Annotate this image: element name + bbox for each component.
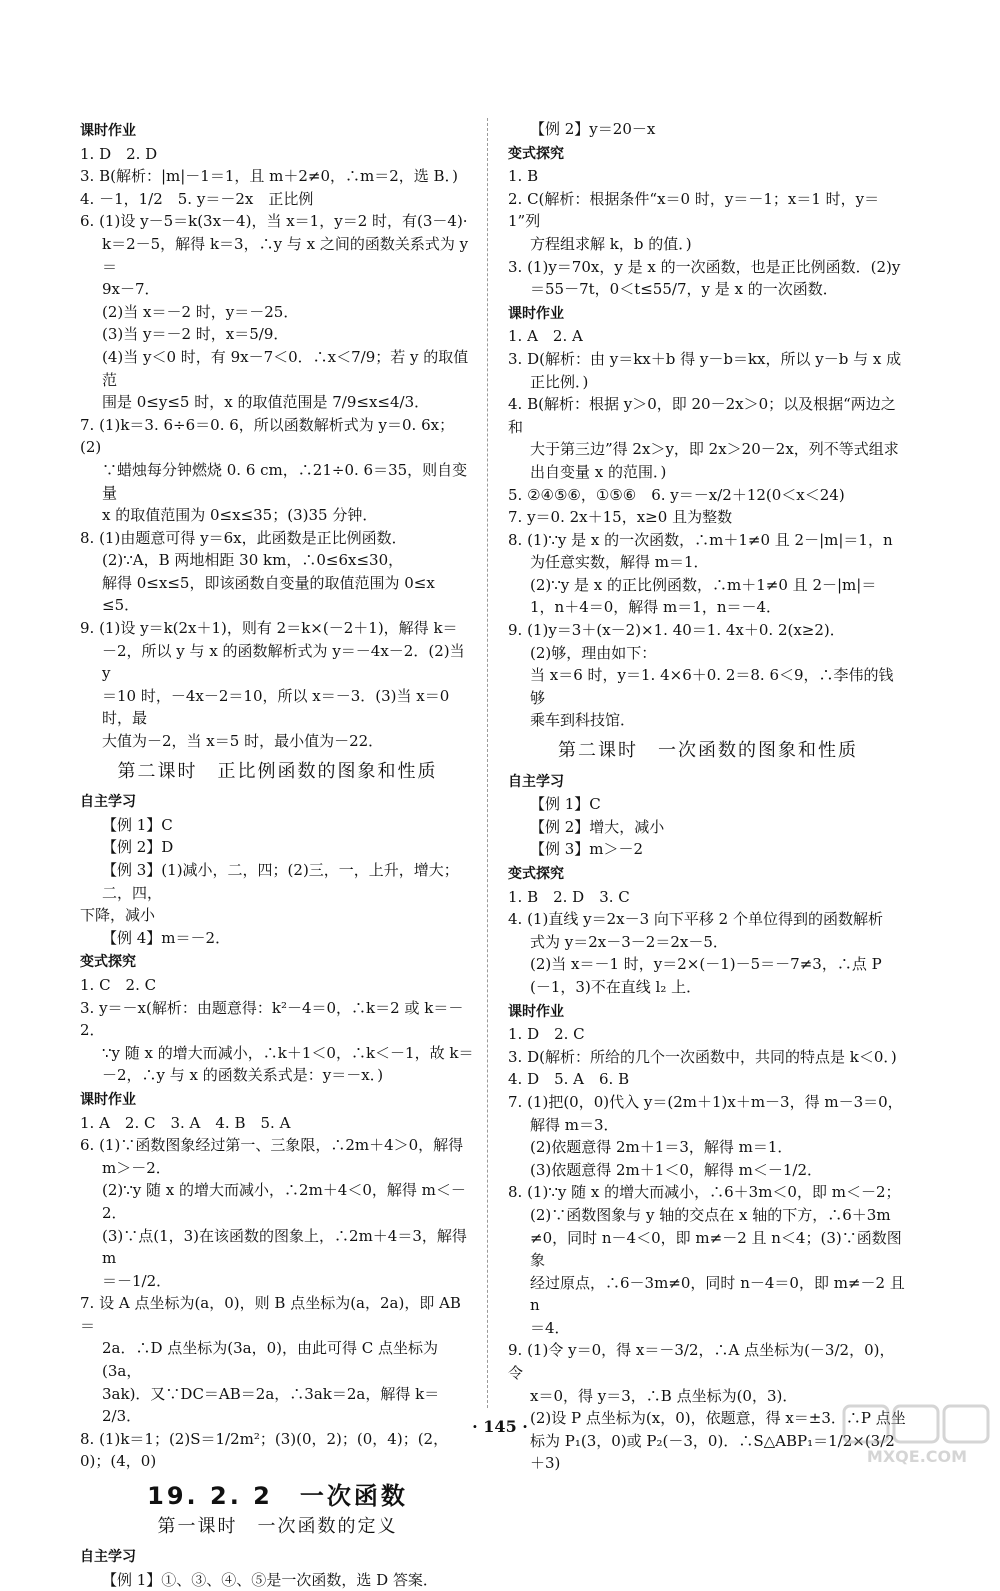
section-heading: 课时作业	[508, 305, 564, 322]
lesson-title: 第二课时 一次函数的图象和性质	[558, 740, 858, 762]
column-divider	[487, 118, 488, 1408]
answer-line: 【例 4】m＝－2．	[102, 928, 231, 947]
answer-line: (2)∵y 是 x 的正比例函数，∴m＋1≠0 且 2－|m|＝	[530, 575, 877, 594]
answer-line: 式为 y＝2x－3－2＝2x－5．	[530, 932, 728, 951]
answer-line: 3. D(解析：由 y＝kx＋b 得 y－b＝kx，所以 y－b 与 x 成	[508, 349, 902, 368]
answer-line: 解得 0≤x≤5，即该函数自变量的取值范围为 0≤x	[102, 573, 435, 592]
answer-line: 【例 1】C	[102, 815, 173, 834]
answer-line: 9. (1)令 y＝0，得 x＝－3/2，∴A 点坐标为(－3/2，0)，令	[508, 1341, 895, 1383]
chapter-title: 19. 2. 2 一次函数	[147, 1482, 408, 1511]
answer-line: 【例 2】y＝20－x	[530, 120, 656, 138]
section-heading: 课时作业	[508, 1003, 564, 1020]
answer-line: 1，n＋4＝0，解得 m＝1，n＝－4．	[530, 598, 782, 617]
section-heading: 自主学习	[80, 1549, 136, 1566]
answer-line: 4. B(解析：根据 y＞0，即 20－2x＞0；以及根据“两边之和	[508, 395, 896, 436]
answer-line: (3)∵点(1，3)在该函数的图象上，∴2m＋4＝3，解得 m	[102, 1226, 472, 1268]
lesson-title: 第一课时 一次函数的定义	[157, 1515, 398, 1537]
answer-line: 1. C 2. C	[80, 975, 157, 994]
answer-line: ＝4．	[530, 1318, 570, 1337]
answer-line: 经过原点，∴6－3m≠0，同时 n－4＝0，即 m≠－2 且 n	[530, 1273, 910, 1315]
answer-line: 4. D 5. A 6. B	[508, 1070, 630, 1089]
answer-line: 2. C(解析：根据条件“x＝0 时，y＝－1；x＝1 时，y＝1”列	[508, 189, 880, 231]
answer-line: 1. B	[508, 167, 539, 186]
section-heading: 课时作业	[80, 1091, 136, 1108]
answer-line: 【例 3】(1)减小，二，四；(2)三，一，上升，增大；二，四，	[102, 861, 459, 902]
answer-line: (－1，3)不在直线 l₂ 上．	[530, 977, 702, 996]
answer-line: m＞－2．	[102, 1158, 171, 1177]
answer-line: 2a．∴D 点坐标为(3a，0)，由此可得 C 点坐标为(3a，	[102, 1339, 439, 1381]
answer-line: 正比例．)	[530, 372, 589, 391]
answer-line: 大值为－2，当 x＝5 时，最小值为－22．	[102, 732, 384, 751]
answer-line: ∵y 随 x 的增大而减小，∴k＋1＜0，∴k＜－1，故 k＝	[102, 1043, 474, 1062]
answer-line: (2)∵A，B 两地相距 30 km，∴0≤6x≤30，	[102, 551, 404, 570]
answer-line: ≠0，同时 n－4＜0，即 m≠－2 且 n＜4；(3)∵函数图象	[530, 1228, 902, 1270]
answer-line: (3)当 y＝－2 时，x＝5/9．	[102, 325, 289, 344]
lesson-title: 第二课时 正比例函数的图象和性质	[117, 760, 438, 782]
answer-line: 3. B(解析：|m|－1＝1，且 m＋2≠0，∴m＝2，选 B．)	[80, 167, 458, 186]
right-column	[508, 118, 908, 1475]
answer-line: 【例 2】增大，减小	[530, 817, 665, 836]
answer-line: 解得 m＝3．	[530, 1115, 619, 1134]
answer-line: 7. 设 A 点坐标为(a，0)，则 B 点坐标为(a，2a)，即 AB＝	[80, 1294, 461, 1335]
answer-line: (2)∵函数图象与 y 轴的交点在 x 轴的下方，∴6＋3m	[530, 1205, 891, 1224]
answer-line: 1. D 2. D	[80, 144, 158, 163]
answer-line: 【例 1】①、③、④、⑤是一次函数，选 D 答案．	[102, 1570, 438, 1589]
answer-line: (2)设 P 点坐标为(x，0)，依题意，得 x＝±3．∴P 点坐	[530, 1409, 906, 1428]
answer-line: (3)依题意得 2m＋1＜0，解得 m＜－1/2．	[530, 1160, 823, 1179]
answer-line: 3ak)．又∵DC＝AB＝2a，∴3ak＝2a，解得 k＝2/3．	[102, 1384, 440, 1426]
answer-line: (2)当 x＝－2 时，y＝－25．	[102, 302, 299, 321]
left-column	[80, 118, 475, 1591]
answer-line: ∵蜡烛每分钟燃烧 0. 6 cm，∴21÷0. 6＝35，则自变量	[102, 460, 468, 502]
answer-line: 为任意实数，解得 m＝1．	[530, 553, 709, 572]
page-number: · 145 ·	[472, 1417, 528, 1436]
answer-line: ＝55－7t，0＜t≤55/7，y 是 x 的一次函数．	[530, 280, 838, 299]
answer-line: 【例 1】C	[530, 795, 601, 814]
section-heading: 自主学习	[508, 773, 564, 790]
answer-line: 【例 2】D	[102, 838, 174, 857]
section-heading: 变式探究	[80, 954, 136, 971]
section-heading: 课时作业	[80, 123, 136, 139]
answer-line: 6. (1)∵函数图象经过第一、三象限，∴2m＋4＞0，解得	[80, 1136, 464, 1155]
answer-line: 1. A 2. C 3. A 4. B 5. A	[80, 1113, 291, 1132]
section-heading: 自主学习	[80, 794, 136, 811]
answer-line: (2)当 x＝－1 时，y＝2×(－1)－5＝－7≠3，∴点 P	[530, 955, 882, 974]
answer-line: 7. y＝0. 2x＋15，x≥0 且为整数	[508, 508, 733, 527]
answer-line: 4. (1)直线 y＝2x－3 向下平移 2 个单位得到的函数解析	[508, 910, 883, 929]
answer-line: (2)依题意得 2m＋1＝3，解得 m＝1．	[530, 1138, 793, 1157]
answer-line: ＝10 时，－4x－2＝10，所以 x＝－3．(3)当 x＝0 时，最	[102, 686, 455, 728]
answer-line: x 的取值范围为 0≤x≤35；(3)35 分钟．	[102, 506, 378, 525]
answer-line: 出自变量 x 的范围．)	[530, 462, 667, 481]
answer-line: 【例 3】m＞－2	[530, 840, 644, 859]
answer-line: 8. (1)由题意可得 y＝6x，此函数是正比例函数．	[80, 528, 407, 547]
answer-line: 6. (1)设 y－5＝k(3x－4)，当 x＝1，y＝2 时，有(3－4)·	[80, 212, 468, 231]
answer-line: (2)∵y 随 x 的增大而减小，∴2m＋4＜0，解得 m＜－2．	[102, 1181, 466, 1222]
answer-line: 8. (1)∵y 随 x 的增大而减小，∴6＋3m＜0，即 m＜－2；	[508, 1183, 901, 1202]
answer-line: k＝2－5，解得 k＝3，∴y 与 x 之间的函数关系式为 y＝	[102, 234, 469, 276]
answer-line: 大于第三边”得 2x＞y，即 2x＞20－2x，列不等式组求	[530, 440, 899, 459]
answer-line: 1. D 2. C	[508, 1025, 585, 1044]
answer-line: 9x－7．	[102, 280, 160, 299]
answer-line: 5. ②④⑤⑥，①⑤⑥ 6. y＝－x/2＋12(0＜x＜24)	[508, 485, 845, 504]
answer-line: 当 x＝6 时，y＝1. 4×6＋0. 2＝8. 6＜9，∴李伟的钱够	[530, 666, 894, 707]
svg-text:MXQE.COM: MXQE.COM	[866, 1447, 968, 1466]
answer-line: 围是 0≤y≤5 时，x 的取值范围是 7/9≤x≤4/3．	[102, 393, 430, 412]
answer-line: 8. (1)∵y 是 x 的一次函数，∴m＋1≠0 且 2－|m|＝1，n	[508, 530, 893, 549]
section-heading: 变式探究	[508, 866, 564, 882]
answer-line: －2，所以 y 与 x 的函数解析式为 y＝－4x－2．(2)当 y	[102, 641, 470, 683]
answer-line: x＝0，得 y＝3，∴B 点坐标为(0，3)．	[530, 1386, 798, 1405]
answer-line: 标为 P₁(3，0)或 P₂(－3，0)．∴S△ABP₁＝1/2×(3/2＋3)	[530, 1431, 895, 1473]
answer-line: 7. (1)把(0，0)代入 y＝(2m＋1)x＋m－3，得 m－3＝0，	[508, 1092, 903, 1111]
answer-line: 乘车到科技馆．	[530, 711, 636, 730]
answer-line: －2，∴y 与 x 的函数关系式是：y＝－x．)	[102, 1066, 384, 1085]
answer-line: (2)够，理由如下：	[530, 643, 657, 662]
answer-line: 1. A 2. A	[508, 327, 583, 346]
answer-line: ＝－1/2．	[102, 1271, 172, 1290]
answer-line: 8. (1)k＝1；(2)S＝1/2m²；(3)(0，2)；(0，4)；(2，0)；(4，0)	[80, 1429, 449, 1471]
answer-line: 1. B 2. D 3. C	[508, 887, 630, 906]
answer-line: 方程组求解 k，b 的值．)	[530, 234, 692, 253]
answer-line: 7. (1)k＝3. 6÷6＝0. 6，所以函数解析式为 y＝0. 6x；(2)	[80, 415, 455, 457]
watermark-logo	[842, 1404, 992, 1468]
answer-line: 4. －1，1/2 5. y＝－2x 正比例	[80, 189, 314, 208]
answer-line: 3. D(解析：所给的几个一次函数中，共同的特点是 k＜0．)	[508, 1047, 897, 1066]
answer-line: (4)当 y＜0 时，有 9x－7＜0．∴x＜7/9；若 y 的取值范	[102, 347, 469, 389]
answer-line: ≤5．	[102, 596, 140, 615]
answer-line: 3. y＝－x(解析：由题意得：k²－4＝0，∴k＝2 或 k＝－2．	[80, 998, 464, 1040]
answer-line: 3. (1)y＝70x，y 是 x 的一次函数，也是正比例函数．(2)y	[508, 257, 901, 276]
answer-line: 9. (1)设 y＝k(2x＋1)，则有 2＝k×(－2＋1)，解得 k＝	[80, 619, 458, 638]
section-heading: 变式探究	[508, 145, 564, 162]
answer-line: 9. (1)y＝3＋(x－2)×1. 40＝1. 4x＋0. 2(x≥2)．	[508, 621, 845, 640]
answer-line: 下降，减小	[80, 906, 156, 925]
